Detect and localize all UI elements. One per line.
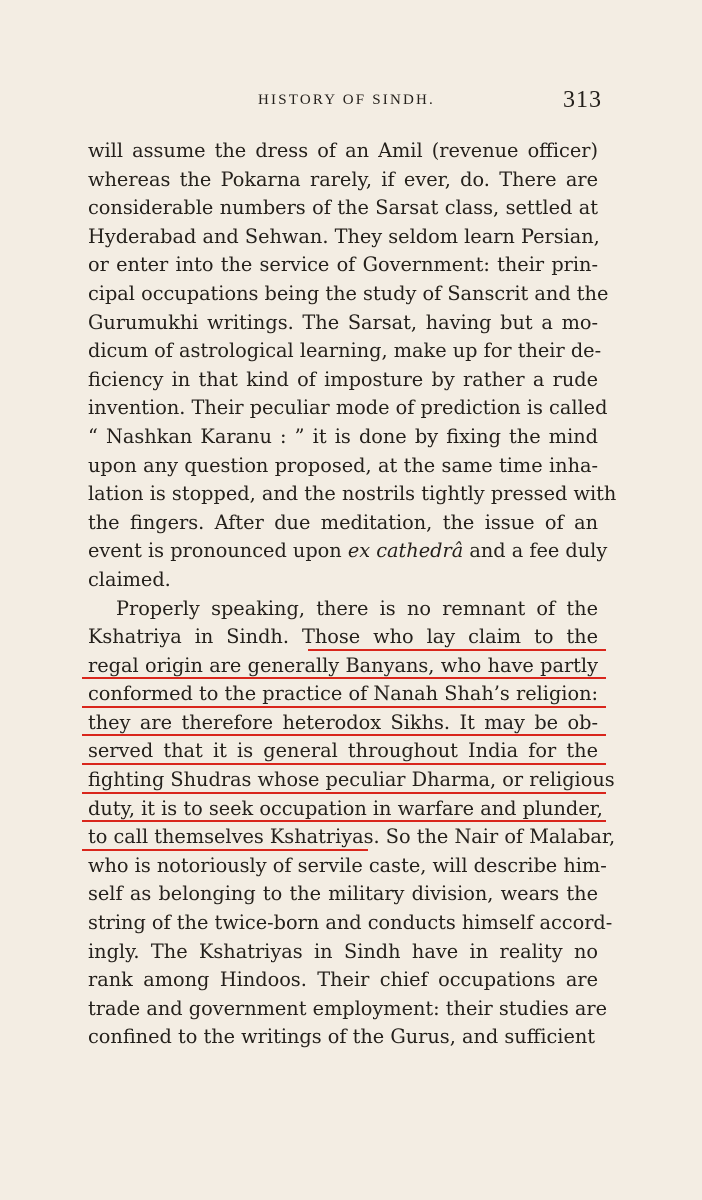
page-number: 313 [563, 87, 602, 113]
italic-phrase: ex cathedrâ [347, 539, 464, 563]
text-line: string of the twice-born and conducts himself accord- [88, 911, 613, 935]
underlined-line: conformed to the practice of Nanah Shah’s religion: [88, 680, 598, 709]
text-line: will assume the dress of an Amil (revenue officer) [88, 139, 598, 162]
text-line: who is notoriously of servile caste, will describe him- [88, 853, 607, 877]
text-line: dicum of astrological learning, make up for their de- [88, 339, 602, 363]
body-text [88, 137, 617, 1052]
underlined-line: duty, it is to seek occupation in warfare and plunder, [88, 795, 598, 824]
text-line: Gurumukhi writings. The Sarsat, having but a mo- [88, 310, 598, 334]
text-line: ingly. The Kshatriyas in Sindh have in reality no [88, 939, 598, 963]
underlined-line: Kshatriya in Sindh. Those who lay claim to the [88, 623, 598, 652]
text-line: or enter into the service of Government: their prin- [88, 253, 598, 277]
text-line: invention. Their peculiar mode of prediction is called [88, 396, 608, 420]
underlined-line: served that it is general throughout India for the [88, 737, 598, 766]
text-line: lation is stopped, and the nostrils tightly pressed with [88, 482, 617, 506]
underlined-line: to call themselves Kshatriyas. So the Nair of Malabar, [88, 823, 598, 852]
text-line: considerable numbers of the Sarsat class, settled at [88, 196, 598, 220]
text-line: ficiency in that kind of imposture by rather a rude [88, 367, 598, 391]
underlined-line: they are therefore heterodox Sikhs. It may be ob- [88, 709, 598, 738]
text-line: whereas the Pokarna rarely, if ever, do. There are [88, 167, 598, 191]
underlined-line: regal origin are generally Banyans, who have partly [88, 652, 598, 681]
page-header [82, 88, 602, 118]
running-title: HISTORY OF SINDH. [258, 92, 436, 108]
underlined-line: fighting Shudras whose peculiar Dharma, or religious [88, 766, 598, 795]
text-line-with-italic [88, 537, 608, 566]
text-line: confined to the writings of the Gurus, and sufficient [88, 1025, 596, 1049]
line-prefix: event is pronounced upon [88, 539, 342, 563]
text-line: rank among Hindoos. Their chief occupations are [88, 968, 598, 992]
line-suffix: and a fee duly [469, 539, 608, 563]
text-line: claimed. [88, 567, 171, 591]
text-line: trade and government employment: their studies are [88, 996, 608, 1020]
text-line: Hyderabad and Sehwan. They seldom learn Persian, [88, 224, 600, 248]
text-line: upon any question proposed, at the same time inha- [88, 453, 598, 477]
paragraph-start-line: Properly speaking, there is no remnant of the [116, 596, 598, 620]
text-line: the fingers. After due meditation, the issue of an [88, 510, 598, 534]
text-line: “ Nashkan Karanu : ” it is done by fixing the mind [88, 424, 598, 448]
text-line: cipal occupations being the study of Sanscrit and the [88, 281, 609, 305]
text-line: self as belonging to the military division, wears the [88, 882, 598, 906]
